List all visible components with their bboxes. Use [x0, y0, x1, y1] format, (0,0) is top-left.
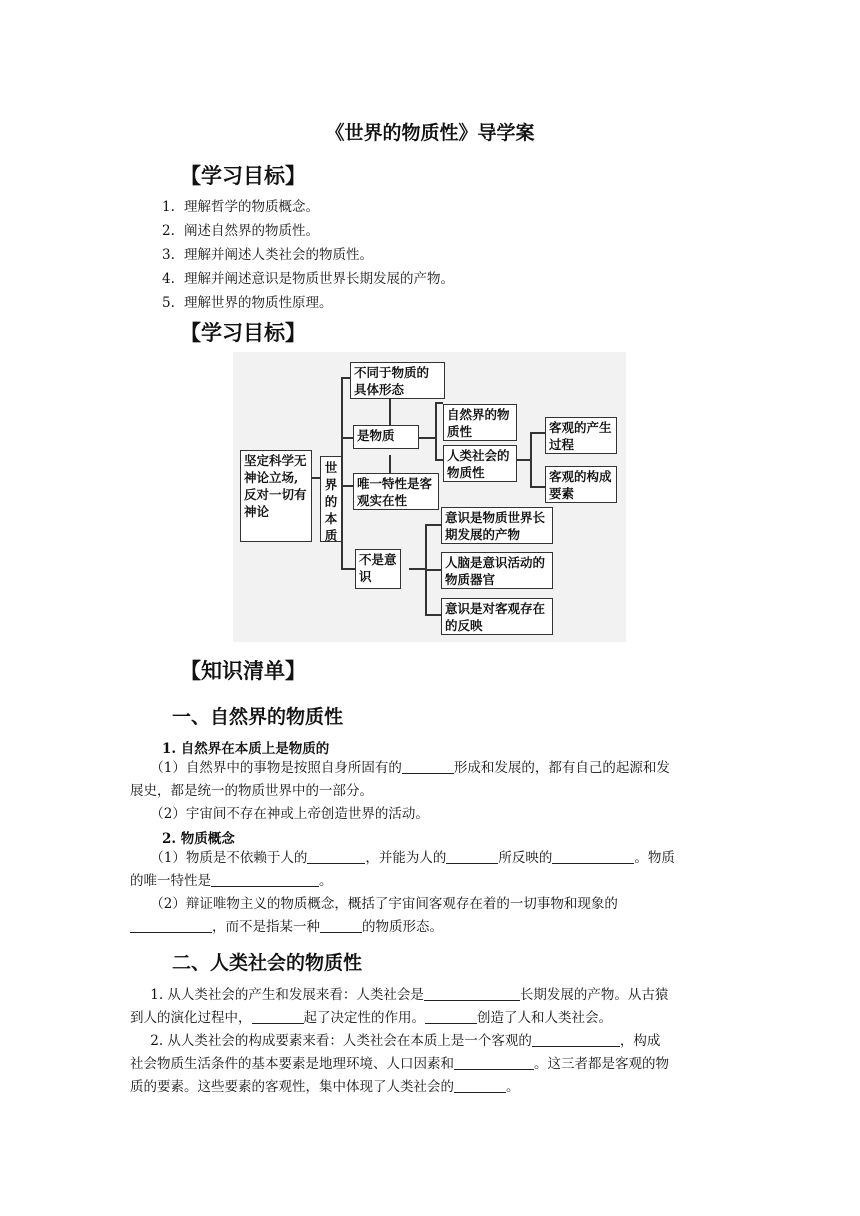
- page-title: 《世界的物质性》导学案: [325, 122, 535, 144]
- concept-diagram: [233, 352, 626, 642]
- goal-item: [162, 267, 454, 291]
- heading-goals-2: 【学习目标】: [180, 321, 306, 345]
- fill-blank[interactable]: [130, 917, 212, 933]
- diagram-nature: 自然界的物质性: [443, 404, 517, 441]
- diagram-society: 人类社会的物质性: [443, 445, 517, 482]
- section-title: 二、人类社会的物质性: [172, 952, 363, 974]
- fill-blank[interactable]: [454, 1054, 534, 1070]
- subheading: 2. 物质概念: [162, 831, 235, 847]
- goal-text: 理解并阐述意识是物质世界长期发展的产物。: [184, 271, 454, 287]
- goal-item: [162, 219, 454, 243]
- fill-blank[interactable]: [320, 917, 362, 933]
- goal-number: 1.: [162, 199, 175, 215]
- goal-item: [162, 291, 454, 315]
- diagram-is-matter: 是物质: [353, 425, 419, 449]
- goal-item: [162, 195, 454, 219]
- fill-blank[interactable]: [402, 758, 454, 774]
- diagram-not-conscious: 不是意识: [355, 549, 401, 589]
- heading-goals: 【学习目标】: [180, 164, 306, 188]
- section-title: 一、自然界的物质性: [172, 706, 344, 728]
- diagram-not-concrete: 不同于物质的具体形态: [350, 362, 445, 399]
- goal-item: [162, 243, 454, 267]
- subheading: 1. 自然界在本质上是物质的: [162, 741, 330, 757]
- fill-blank[interactable]: [425, 1008, 477, 1024]
- fill-blank[interactable]: [307, 848, 365, 864]
- goal-text: 理解并阐述人类社会的物质性。: [184, 247, 373, 263]
- diagram-consciousness-product: 意识是物质世界长期发展的产物: [441, 507, 553, 544]
- diagram-elements: 客观的构成要素: [545, 466, 617, 503]
- diagram-origin: 客观的产生过程: [545, 417, 617, 454]
- fill-blank[interactable]: [552, 848, 634, 864]
- goal-number: 5.: [162, 295, 175, 311]
- goal-number: 3.: [162, 247, 175, 263]
- goal-text: 理解哲学的物质概念。: [184, 199, 319, 215]
- diagram-root: 坚定科学无神论立场,反对一切有神论: [240, 450, 312, 542]
- diagram-reflection: 意识是对客观存在的反映: [441, 598, 553, 635]
- fill-blank[interactable]: [532, 1031, 620, 1047]
- fill-blank[interactable]: [454, 1077, 506, 1093]
- diagram-brain-organ: 人脑是意识活动的物质器官: [441, 552, 553, 589]
- diagram-center: 世界的本质: [320, 456, 342, 542]
- paragraph: （1）物质是不依赖于人的 ，并能为人的 所反映的 。物质 的唯一特性是 。 （2）辩证唯物主义的物质概念，概括了宇宙间客观存在着的一切事物和现象的 ，而不是指某一种 的物质形态。: [130, 850, 675, 935]
- diagram-unique: 唯一特性是客观实在性: [353, 473, 439, 510]
- paragraph: 1. 从人类社会的产生和发展来看：人类社会是 长期发展的产物。从古猿 到人的演化过程中， 起了决定性的作用。 创造了人和人类社会。 2. 从人类社会的构成要素来看：人类社会在本质上是一个客观的 ，构成 社会物质生活条件的基本要素是地理环境、人口因素和 。这三者都是客观的物 质的要素。这些要素的客观性，集中体现了人类社会的 。: [130, 987, 669, 1095]
- goal-text: 阐述自然界的物质性。: [184, 223, 319, 239]
- goal-number: 2.: [162, 223, 175, 239]
- fill-blank[interactable]: [424, 985, 520, 1001]
- fill-blank[interactable]: [211, 871, 319, 887]
- fill-blank[interactable]: [252, 1008, 304, 1024]
- goal-list: [162, 195, 454, 315]
- fill-blank[interactable]: [446, 848, 498, 864]
- heading-knowledge: 【知识清单】: [180, 659, 306, 683]
- goal-text: 理解世界的物质性原理。: [184, 295, 333, 311]
- paragraph: （1）自然界中的事物是按照自身所固有的 形成和发展的，都有自己的起源和发 展史，都是统一的物质世界中的一部分。 （2）宇宙间不存在神或上帝创造世界的活动。: [130, 760, 670, 822]
- goal-number: 4.: [162, 271, 175, 287]
